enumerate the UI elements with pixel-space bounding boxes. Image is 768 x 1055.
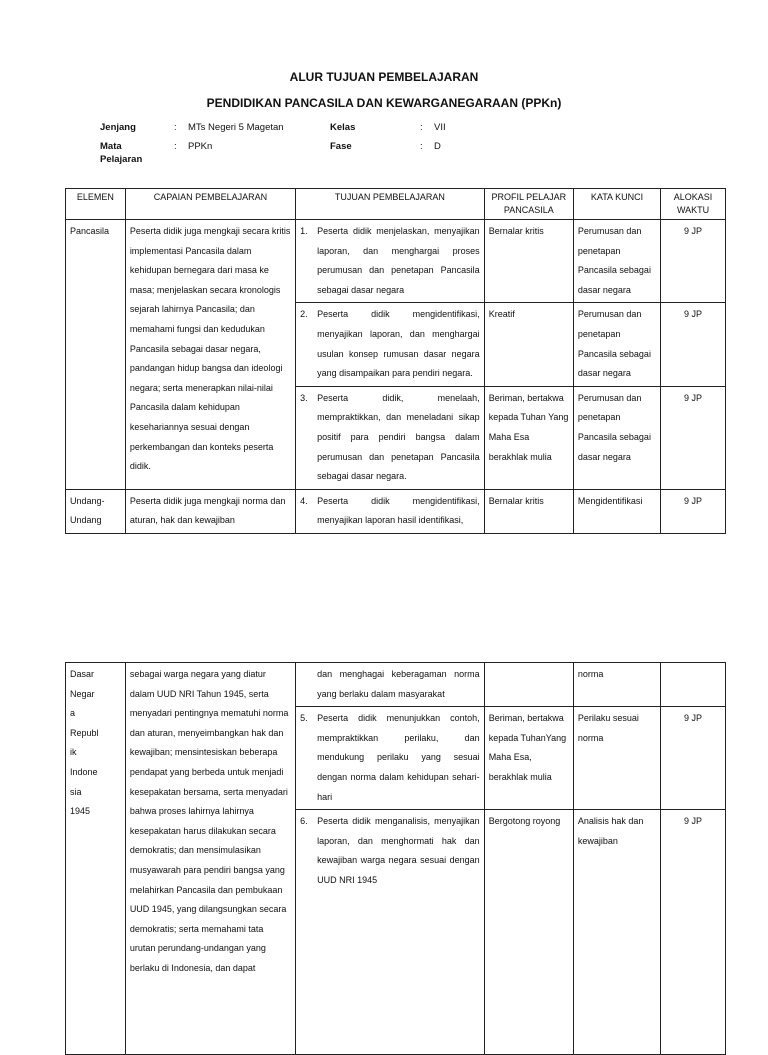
table-row [66,663,726,707]
fase-label: Fase [330,141,352,152]
profil-cell: Bernalar kritis [484,489,573,533]
alokasi-cell: 9 JP [661,810,726,1055]
alokasi-cell: 9 JP [661,220,726,303]
capaian-cell: Peserta didik juga mengkaji secara kritis implementasi Pancasila dalam kehidupan bernegara dari masa ke masa; menjelaskan secara kronologis sejarah lahirnya Pancasila; dan memahami fungsi dan kedudukan Pancasila sebagai dasar negara, pandangan hidup bangsa dan ideologi negara; serta menerapkan nilai-nilai Pancasila dalam kehidupan kesehariannya sesuai dengan perkembangan dan konteks peserta didik. [125,220,295,490]
mapel-value: PPKn [188,141,213,152]
tujuan-cell: 6. Peserta didik menganalisis, menyajikan laporan, dan menghormati hak dan kewajiban warga negara sesuai dengan UUD NRI 1945 [296,810,485,1055]
document-title: ALUR TUJUAN PEMBELAJARAN [289,70,479,84]
profil-cell [484,663,573,707]
alokasi-cell: 9 JP [661,707,726,810]
kata-kunci-cell: Mengidentifikasi [573,489,660,533]
colon: : [420,122,423,133]
header-elemen: ELEMEN [66,189,126,220]
profil-cell: Beriman, bertakwa kepada TuhanYang Maha Esa, berakhlak mulia [484,707,573,810]
jenjang-label: Jenjang [100,122,136,133]
mapel-label-line1: Mata [100,141,122,152]
profil-cell: Bergotong royong [484,810,573,1055]
table-header-row [66,189,726,220]
kata-kunci-cell: Perilaku sesuai norma [573,707,660,810]
colon: : [174,122,177,133]
atp-table-part2 [65,662,726,1055]
atp-table-part1 [65,188,726,534]
alokasi-cell: 9 JP [661,303,726,386]
table-row [66,489,726,533]
kata-kunci-cell: Perumusan dan penetapan Pancasila sebagai dasar negara [573,220,660,303]
kata-kunci-cell: norma [573,663,660,707]
profil-cell: Kreatif [484,303,573,386]
tujuan-cell: 2. Peserta didik mengidentifikasi, menyajikan laporan, dan menghargai usulan konsep rumusan dasar negara yang disampaikan para pendiri negara. [296,303,485,386]
tujuan-cell: 1. Peserta didik menjelaskan, menyajikan laporan, dan menghargai proses perumusan dan penetapan Pancasila sebagai dasar negara [296,220,485,303]
alokasi-cell: 9 JP [661,489,726,533]
tujuan-cell: 3. Peserta didik, menelaah, mempraktikkan, dan meneladani sikap positif para pendiri bangsa dalam perumusan dan penetapan Pancasila sebagai dasar negara. [296,386,485,489]
header-kata-kunci: KATA KUNCI [573,189,660,220]
kata-kunci-cell: Perumusan dan penetapan Pancasila sebagai dasar negara [573,303,660,386]
elemen-cell: Undang-Undang [66,489,126,533]
capaian-cell: sebagai warga negara yang diatur dalam UUD NRI Tahun 1945, serta menyadari pentingnya mematuhi norma dan aturan, menyeimbangkan hak dan kewajiban; mensintesiskan beberapa pendapat yang berbeda untuk menjadi kesepakatan bersama, serta menyadari bahwa proses lahirnya lahirnya kesepakatan harus dilakukan secara demokratis; dan mensimulasikan musyawarah para pendiri bangsa yang melahirkan Pancasila dan pembukaan UUD 1945, yang dilangsungkan secara demokratis; serta memahami tata urutan perundang-undangan yang berlaku di Indonesia, dan dapat [125,663,295,1055]
header-capaian: CAPAIAN PEMBELAJARAN [125,189,295,220]
table-row [66,220,726,303]
kata-kunci-cell: Perumusan dan penetapan Pancasila sebagai dasar negara [573,386,660,489]
colon: : [174,141,177,152]
profil-cell: Bernalar kritis [484,220,573,303]
elemen-cell: Dasar Negara Republik Indonesia 1945 [66,663,126,1055]
fase-value: D [434,141,441,152]
header-profil: PROFIL PELAJAR PANCASILA [484,189,573,220]
mapel-label-line2: Pelajaran [100,154,143,165]
elemen-cell: Pancasila [66,220,126,490]
header-alokasi: ALOKASI WAKTU [661,189,726,220]
tujuan-cell: 4. Peserta didik mengidentifikasi, menyajikan laporan hasil identifikasi, [296,489,485,533]
alokasi-cell [661,663,726,707]
document-subtitle: PENDIDIKAN PANCASILA DAN KEWARGANEGARAAN (PPKn) [206,96,562,110]
capaian-cell: Peserta didik juga mengkaji norma dan aturan, hak dan kewajiban [125,489,295,533]
profil-cell: Beriman, bertakwa kepada Tuhan Yang Maha Esa berakhlak mulia [484,386,573,489]
colon: : [420,141,423,152]
jenjang-value: MTs Negeri 5 Magetan [188,122,284,133]
header-tujuan: TUJUAN PEMBELAJARAN [296,189,485,220]
kelas-value: VII [434,122,446,133]
tujuan-cell: dan menghagai keberagaman norma yang berlaku dalam masyarakat [296,663,485,707]
kelas-label: Kelas [330,122,356,133]
alokasi-cell: 9 JP [661,386,726,489]
kata-kunci-cell: Analisis hak dan kewajiban [573,810,660,1055]
tujuan-cell: 5. Peserta didik menunjukkan contoh, mempraktikkan perilaku, dan mendukung perilaku yang sesuai dengan norma dalam kehidupan sehari-hari [296,707,485,810]
